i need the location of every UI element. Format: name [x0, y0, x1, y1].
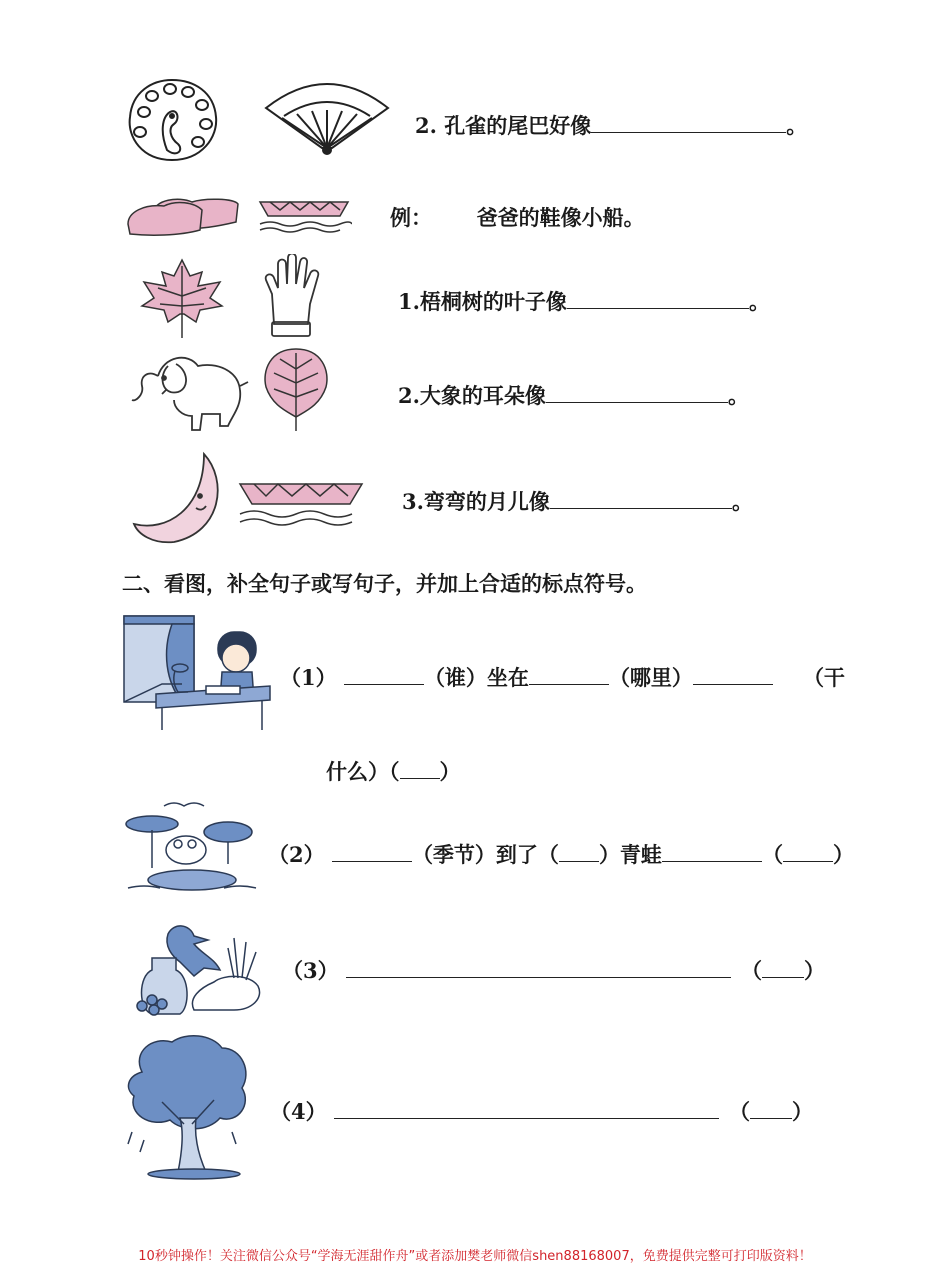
example-text: 爸爸的鞋像小船。 — [476, 205, 645, 230]
q2-line — [268, 839, 854, 869]
hand-picture — [262, 254, 322, 340]
boat-picture-2 — [236, 476, 366, 528]
q4-close: ） — [791, 1099, 813, 1124]
where-blank[interactable] — [529, 666, 609, 685]
crow-bottle-picture — [124, 918, 268, 1018]
peacock-item — [415, 110, 807, 140]
answer-blank[interactable] — [546, 384, 728, 403]
q1-close: ） — [439, 759, 461, 784]
item-end: 。 — [727, 383, 749, 408]
moon-item — [402, 486, 753, 516]
example-label: 例： — [390, 205, 432, 230]
round-leaf-picture — [260, 345, 332, 433]
q3-close: ） — [803, 958, 825, 983]
action-blank[interactable] — [693, 666, 773, 685]
q4-number: （4） — [270, 1099, 327, 1124]
q1-line-2 — [326, 756, 461, 786]
item-number: 2. — [415, 113, 437, 138]
answer-blank[interactable] — [591, 114, 786, 133]
punctuation-blank[interactable] — [783, 843, 833, 862]
answer-blank[interactable] — [567, 290, 749, 309]
sentence-blank[interactable] — [334, 1100, 719, 1119]
q3-open: （ — [740, 958, 762, 983]
q1-where: （哪里） — [608, 665, 693, 690]
moon-picture — [130, 450, 230, 546]
q3-line — [282, 955, 825, 985]
q4-line — [270, 1096, 813, 1126]
item-text: 1.梧桐树的叶子像 — [398, 289, 567, 314]
punctuation-blank[interactable] — [762, 959, 804, 978]
item-end: 。 — [748, 289, 770, 314]
punctuation-blank[interactable] — [400, 760, 440, 779]
example-sentence — [390, 202, 645, 232]
q2-season: （季节）到了（ — [411, 842, 559, 867]
frog-action-blank[interactable] — [662, 843, 762, 862]
tree-picture — [122, 1032, 252, 1180]
connector-blank[interactable] — [559, 843, 599, 862]
q4-open: （ — [728, 1099, 750, 1124]
item-text: 2.大象的耳朵像 — [398, 383, 546, 408]
q1-what-close: 什么）（ — [326, 759, 400, 784]
q2-frog: ）青蛙 — [598, 842, 662, 867]
item-text: 3.弯弯的月儿像 — [402, 489, 550, 514]
punctuation-blank[interactable] — [750, 1100, 792, 1119]
q1-who: （谁）坐在 — [423, 665, 529, 690]
elephant-picture — [128, 346, 250, 436]
sentence-blank[interactable] — [346, 959, 731, 978]
elephant-item — [398, 380, 749, 410]
q1-what-open: （干 — [802, 665, 845, 690]
q2-close: ） — [832, 842, 854, 867]
section-heading: 二、看图，补全句子或写句子，并加上合适的标点符号。 — [122, 571, 647, 596]
shoes-picture — [124, 190, 242, 240]
peacock-picture — [122, 72, 222, 167]
leaf-item — [398, 286, 770, 316]
boy-at-desk-picture — [122, 612, 272, 734]
q2-number: （2） — [268, 842, 325, 867]
item-end: 。 — [786, 113, 808, 138]
q1-line — [280, 662, 845, 692]
item-text: 孔雀的尾巴好像 — [444, 113, 592, 138]
who-blank[interactable] — [344, 666, 424, 685]
leaf-picture — [138, 256, 226, 341]
q1-number: （1） — [280, 665, 337, 690]
frog-pond-picture — [124, 798, 260, 898]
q3-number: （3） — [282, 958, 339, 983]
item-end: 。 — [731, 489, 753, 514]
fan-picture — [262, 78, 392, 160]
answer-blank[interactable] — [550, 490, 732, 509]
season-blank[interactable] — [332, 843, 412, 862]
q2-open: （ — [761, 842, 783, 867]
footer-note: 10秒钟操作！关注微信公众号“学海无涯甜作舟”或者添加樊老师微信shen88168007，免费提供完整可打印版资料！ — [138, 1249, 812, 1264]
boat-picture — [256, 196, 352, 234]
